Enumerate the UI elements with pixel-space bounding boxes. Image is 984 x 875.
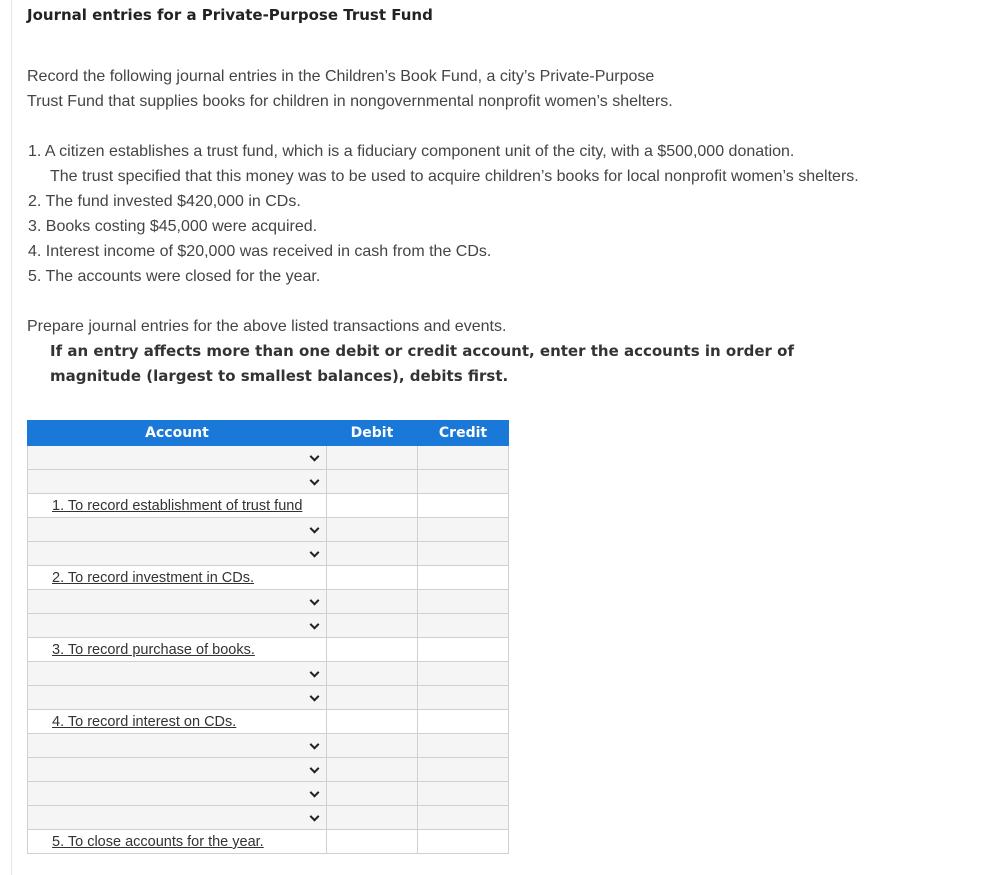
- instructions-note-line: magnitude (largest to smallest balances), debits first.: [50, 367, 509, 385]
- table-header-row: [28, 421, 509, 446]
- entry-description: [28, 710, 327, 734]
- page-title: Journal entries for a Private-Purpose Trust Fund: [27, 6, 433, 24]
- debit-input[interactable]: [327, 686, 418, 710]
- credit-input[interactable]: [418, 614, 509, 638]
- debit-cell-empty: [327, 638, 418, 662]
- debit-cell-empty: [327, 830, 418, 854]
- transaction-list: [28, 139, 859, 289]
- debit-column-header: Debit: [327, 421, 418, 446]
- journal-row: [28, 686, 509, 710]
- credit-input[interactable]: [418, 542, 509, 566]
- chevron-down-icon: [310, 451, 320, 461]
- account-select[interactable]: [28, 518, 327, 542]
- debit-input[interactable]: [327, 734, 418, 758]
- entry-description-row: [28, 830, 509, 854]
- chevron-down-icon: [310, 691, 320, 701]
- entry-description-text: 3. To record purchase of books.: [52, 642, 255, 658]
- journal-row: [28, 590, 509, 614]
- credit-input[interactable]: [418, 734, 509, 758]
- chevron-down-icon: [310, 811, 320, 821]
- chevron-down-icon: [310, 763, 320, 773]
- chevron-down-icon: [310, 547, 320, 557]
- credit-input[interactable]: [418, 590, 509, 614]
- debit-input[interactable]: [327, 518, 418, 542]
- account-select[interactable]: [28, 590, 327, 614]
- credit-cell-empty: [418, 494, 509, 518]
- entry-description-row: [28, 566, 509, 590]
- account-select[interactable]: [28, 614, 327, 638]
- account-select[interactable]: [28, 542, 327, 566]
- debit-cell-empty: [327, 566, 418, 590]
- credit-input[interactable]: [418, 782, 509, 806]
- chevron-down-icon: [310, 667, 320, 677]
- entry-description: [28, 638, 327, 662]
- journal-row: [28, 662, 509, 686]
- account-select[interactable]: [28, 782, 327, 806]
- chevron-down-icon: [310, 523, 320, 533]
- journal-row: [28, 614, 509, 638]
- journal-row: [28, 446, 509, 470]
- debit-input[interactable]: [327, 758, 418, 782]
- chevron-down-icon: [310, 595, 320, 605]
- journal-entry-table: [27, 420, 509, 854]
- entry-description: [28, 830, 327, 854]
- journal-row: [28, 758, 509, 782]
- account-select[interactable]: [28, 470, 327, 494]
- journal-row: [28, 806, 509, 830]
- debit-input[interactable]: [327, 470, 418, 494]
- chevron-down-icon: [310, 787, 320, 797]
- debit-cell-empty: [327, 710, 418, 734]
- entry-description-text: 2. To record investment in CDs.: [52, 570, 255, 586]
- journal-row: [28, 734, 509, 758]
- account-select[interactable]: [28, 686, 327, 710]
- credit-cell-empty: [418, 830, 509, 854]
- credit-input[interactable]: [418, 518, 509, 542]
- journal-row: [28, 470, 509, 494]
- journal-row: [28, 782, 509, 806]
- page-left-border: [11, 0, 12, 875]
- debit-input[interactable]: [327, 614, 418, 638]
- entry-description-row: [28, 710, 509, 734]
- account-column-header: Account: [28, 421, 327, 446]
- journal-row: [28, 542, 509, 566]
- account-select[interactable]: [28, 446, 327, 470]
- account-select[interactable]: [28, 806, 327, 830]
- debit-input[interactable]: [327, 542, 418, 566]
- debit-input[interactable]: [327, 782, 418, 806]
- instructions-text: Prepare journal entries for the above listed transactions and events.: [27, 318, 507, 335]
- credit-input[interactable]: [418, 446, 509, 470]
- credit-input[interactable]: [418, 758, 509, 782]
- entry-description: [28, 494, 327, 518]
- instructions-note: [50, 339, 810, 389]
- transaction-item: 5. The accounts were closed for the year.: [28, 268, 321, 285]
- credit-input[interactable]: [418, 470, 509, 494]
- debit-input[interactable]: [327, 662, 418, 686]
- debit-input[interactable]: [327, 590, 418, 614]
- credit-input[interactable]: [418, 686, 509, 710]
- entry-description-row: [28, 638, 509, 662]
- credit-cell-empty: [418, 638, 509, 662]
- credit-input[interactable]: [418, 806, 509, 830]
- problem-statement-line: Record the following journal entries in the Children’s Book Fund, a city’s Private-Purpose: [27, 68, 655, 85]
- chevron-down-icon: [310, 475, 320, 485]
- entry-description-text: 5. To close accounts for the year.: [52, 834, 264, 850]
- chevron-down-icon: [310, 739, 320, 749]
- transaction-item: 2. The fund invested $420,000 in CDs.: [28, 193, 301, 210]
- entry-description: [28, 566, 327, 590]
- chevron-down-icon: [310, 619, 320, 629]
- credit-cell-empty: [418, 710, 509, 734]
- debit-input[interactable]: [327, 806, 418, 830]
- transaction-item: 4. Interest income of $20,000 was received in cash from the CDs.: [28, 243, 492, 260]
- transaction-item: 1. A citizen establishes a trust fund, which is a fiduciary component unit of the city, with a $500,000 donation.: [28, 143, 795, 160]
- credit-input[interactable]: [418, 662, 509, 686]
- debit-input[interactable]: [327, 446, 418, 470]
- entry-description-text: 4. To record interest on CDs.: [52, 714, 237, 730]
- problem-statement: [27, 64, 673, 114]
- debit-cell-empty: [327, 494, 418, 518]
- journal-row: [28, 518, 509, 542]
- account-select[interactable]: [28, 734, 327, 758]
- entry-description-row: [28, 494, 509, 518]
- transaction-item: 3. Books costing $45,000 were acquired.: [28, 218, 318, 235]
- account-select[interactable]: [28, 662, 327, 686]
- transaction-item-continued: The trust specified that this money was to be used to acquire children’s books for local nonprofit women’s shelters.: [50, 168, 859, 185]
- instructions-note-line: If an entry affects more than one debit or credit account, enter the accounts in order of: [50, 342, 794, 360]
- entry-description-text: 1. To record establishment of trust fund: [52, 498, 303, 514]
- account-select[interactable]: [28, 758, 327, 782]
- credit-cell-empty: [418, 566, 509, 590]
- credit-column-header: Credit: [418, 421, 509, 446]
- problem-statement-line: Trust Fund that supplies books for children in nongovernmental nonprofit women’s shelters.: [27, 93, 673, 110]
